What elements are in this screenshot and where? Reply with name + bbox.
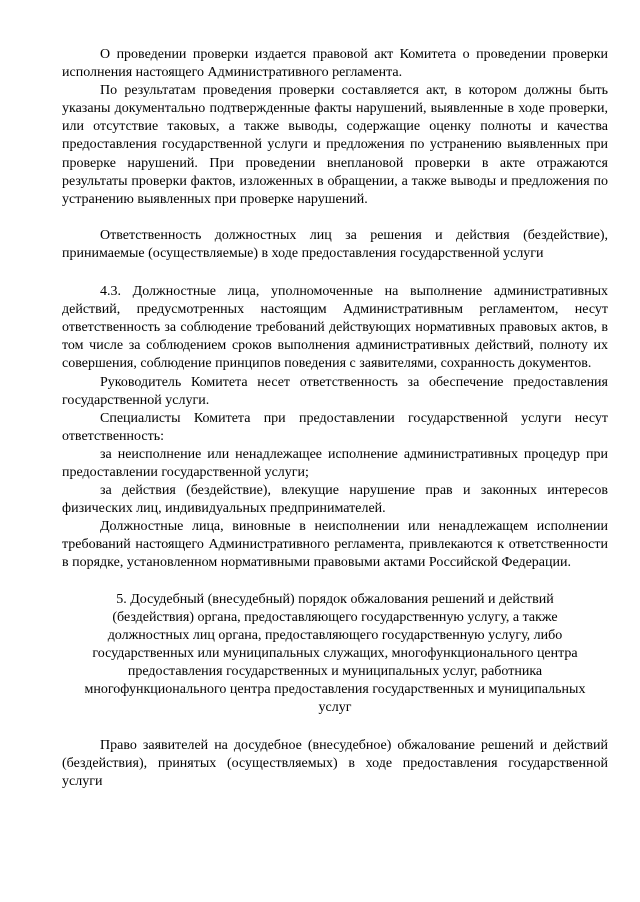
- paragraph-specialists: Специалисты Комитета при предоставлении государственной услуги несут ответственность:: [62, 410, 608, 444]
- paragraph-non-performance: за неисполнение или ненадлежащее исполнение административных процедур при предоставлении государственной услуги;: [62, 446, 608, 480]
- spacer: [62, 717, 608, 737]
- section-5-heading: [62, 591, 608, 718]
- section-5-heading-line: должностных лиц органа, предоставляющего государственную услугу, либо: [107, 627, 563, 643]
- paragraph-inspection-act: По результатам проведения проверки составляется акт, в котором должны быть указаны документально подтвержденные факты нарушений, выявленные в ходе проверки, или отсутствие таковых, а также выводы, содержащие оценку полноты и качества предоставления государственной услуги и предложения по устранению выявленных при проверке нарушений. При проведении внеплановой проверки в акте отражаются результаты проверки фактов, изложенных в обращении, а также выводы и предложения по устранению выявленных при проверке нарушений.: [62, 83, 608, 207]
- heading-appeal-right: Право заявителей на досудебное (внесудебное) обжалование решений и действий (бездействия), принятых (осуществляемых) в ходе предоставления государственной услуги: [62, 738, 608, 790]
- spacer: [62, 209, 608, 227]
- section-5-heading-line: предоставления государственных и муниципальных услуг, работника: [127, 663, 543, 679]
- section-5-heading-line: (бездействия) органа, предоставляющего государственную услугу, а также: [112, 609, 558, 625]
- paragraph-4-3: 4.3. Должностные лица, уполномоченные на выполнение административных действий, предусмотренных настоящим Административным регламентом, несут ответственность за соблюдение требований действующих нормативных правовых актов, в том числе за соблюдением сроков выполнения административных действий, полноту их совершения, соблюдение принципов поведения с заявителями, сохранность документов.: [62, 284, 608, 372]
- document-page: [62, 46, 608, 791]
- paragraph-order-issued: О проведении проверки издается правовой акт Комитета о проведении проверки исполнения настоящего Административного регламента.: [62, 47, 608, 81]
- spacer: [62, 263, 608, 283]
- section-5-heading-line: многофункционального центра предоставления государственных и муниципальных: [84, 682, 586, 697]
- paragraph-actions-inaction: за действия (бездействие), влекущие нарушение прав и законных интересов физических лиц, индивидуальных предпринимателей.: [62, 483, 608, 517]
- spacer: [62, 573, 608, 591]
- paragraph-head-responsibility: Руководитель Комитета несет ответственность за обеспечение предоставления государственной услуги.: [62, 374, 608, 408]
- paragraph-officials-liable: Должностные лица, виновные в неисполнении или ненадлежащем исполнении требований настоящего Административного регламента, привлекаются к ответственности в порядке, установленном нормативными правовыми актами Российской Федерации.: [62, 519, 608, 571]
- heading-responsibility: Ответственность должностных лиц за решения и действия (бездействие), принимаемые (осуществляемые) в ходе предоставления государственной услуги: [62, 227, 608, 261]
- section-5-heading-line: государственных или муниципальных служащих, многофункционального центра: [92, 645, 578, 661]
- section-5-heading-line: услуг: [318, 700, 352, 716]
- section-5-heading-line: 5. Досудебный (внесудебный) порядок обжалования решений и действий: [116, 591, 554, 607]
